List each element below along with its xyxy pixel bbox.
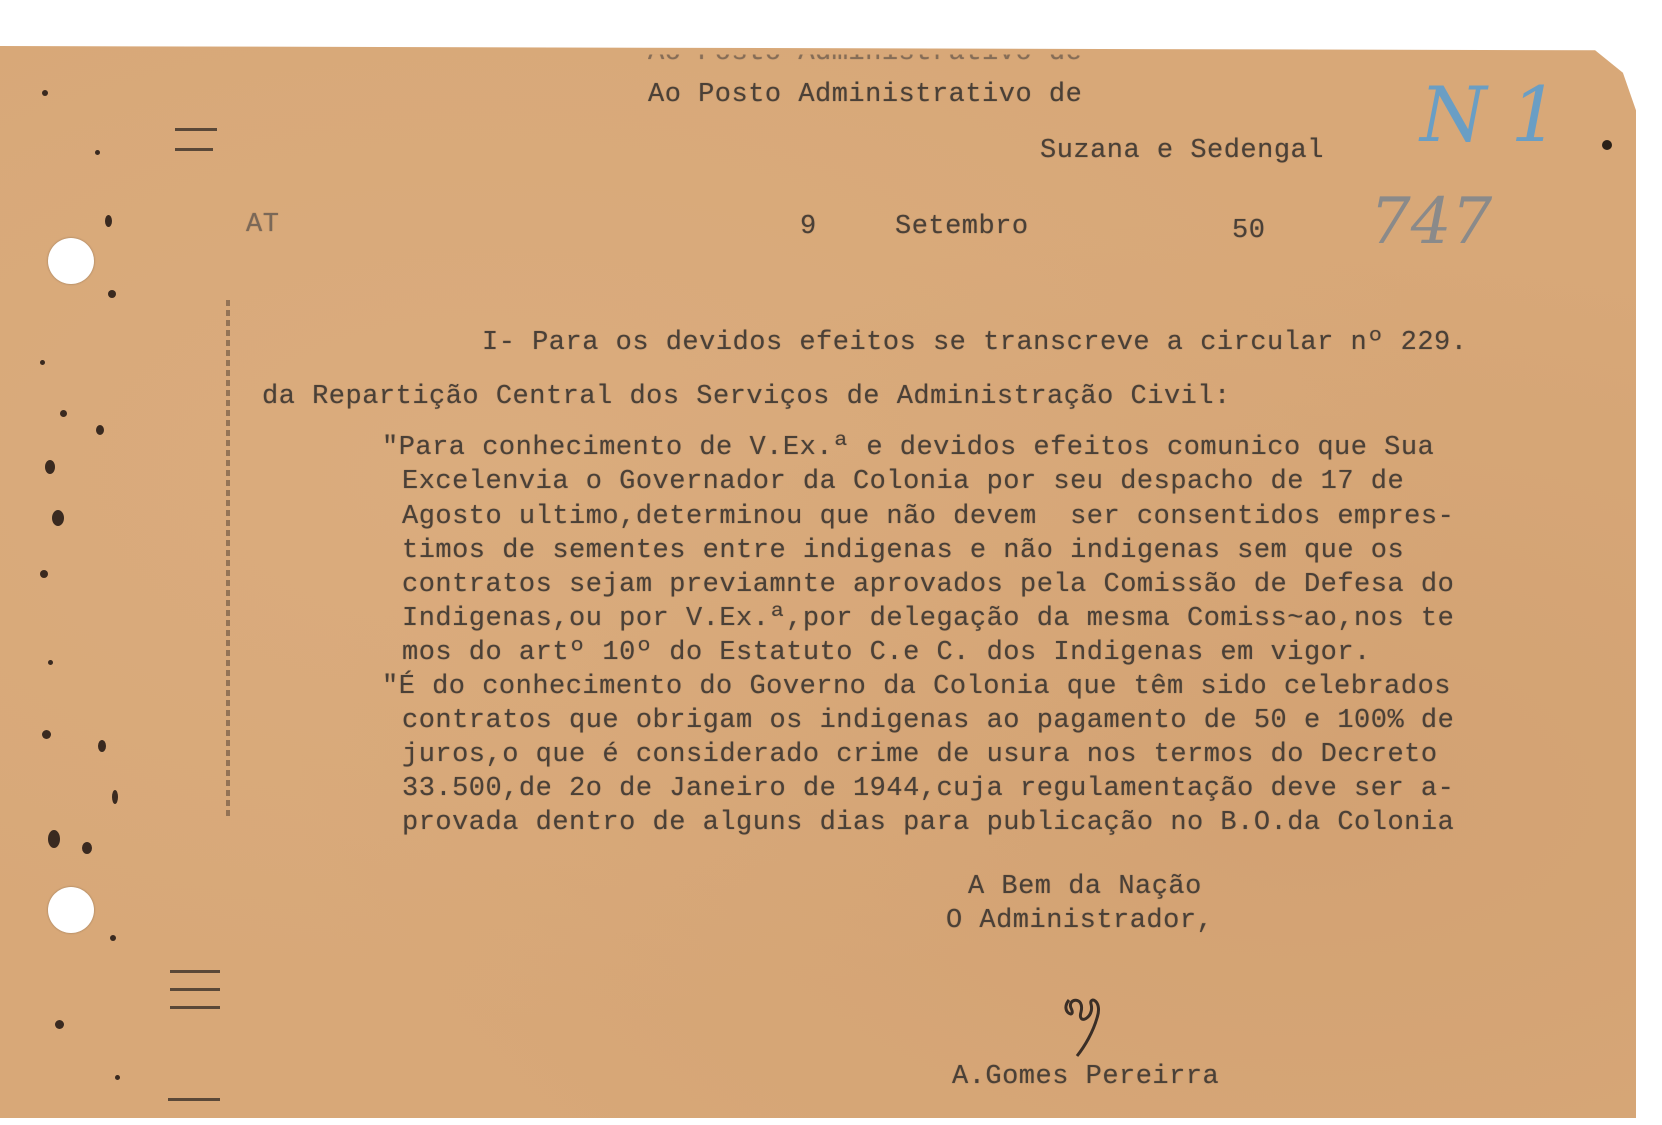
date-day: 9 <box>800 212 817 242</box>
signature-scribble <box>1055 990 1115 1060</box>
punch-hole-top <box>48 238 94 284</box>
margin-tick <box>168 1098 220 1101</box>
date-year: 50 <box>1232 216 1266 246</box>
quote-line: contratos que obrigam os indigenas ao pagamento de 50 e 100% de <box>402 706 1455 736</box>
dateline-prefix: AT <box>246 210 280 240</box>
quote-line: "Para conhecimento de V.Ex.ª e devidos efeitos comunico que Sua <box>382 433 1435 463</box>
intro-line-2: da Repartição Central dos Serviços de Administração Civil: <box>262 382 1231 412</box>
quote-line: juros,o que é considerado crime de usura nos termos do Decreto <box>402 740 1438 770</box>
margin-tick <box>170 970 220 973</box>
closing-title: O Administrador, <box>946 906 1214 936</box>
addressee-line-2: Suzana e Sedengal <box>1040 136 1324 166</box>
margin-tick <box>170 988 220 991</box>
quote-line: Indigenas,ou por V.Ex.ª,por delegação da mesma Comiss~ao,nos te <box>402 604 1455 634</box>
punch-hole-bottom <box>48 887 94 933</box>
quote-line: timos de sementes entre indigenas e não indigenas sem que os <box>402 536 1405 566</box>
date-month: Setembro <box>895 212 1029 242</box>
intro-line-1: I- Para os devidos efeitos se transcreve a circular nº 229. <box>482 328 1468 358</box>
closing-salutation: A Bem da Nação <box>968 872 1202 902</box>
margin-tick <box>175 128 217 131</box>
quote-line: mos do artº 10º do Estatuto C.e C. dos Indigenas em vigor. <box>402 638 1371 668</box>
quote-line: provada dentro de alguns dias para publicação no B.O.da Colonia <box>402 808 1455 838</box>
addressee-line-1: Ao Posto Administrativo de <box>648 80 1083 110</box>
ink-dot <box>1602 140 1612 150</box>
quote-line: 33.500,de 2o de Janeiro de 1944,cuja regulamentação deve ser a- <box>402 774 1455 804</box>
handwritten-number: 747 <box>1370 185 1493 259</box>
quote-line: Agosto ultimo,determinou que não devem ser consentidos empres- <box>402 502 1455 532</box>
signature-name: A.Gomes Pereirra <box>952 1062 1220 1092</box>
handwritten-reference: N 1 <box>1420 70 1560 159</box>
margin-tick <box>175 148 213 151</box>
quote-line: "É do conhecimento do Governo da Colonia que têm sido celebrados <box>382 672 1451 702</box>
margin-rule <box>226 300 230 820</box>
quote-line: contratos sejam previamnte aprovados pela Comissão de Defesa do <box>402 570 1455 600</box>
quote-line: Excelenvia o Governador da Colonia por seu despacho de 17 de <box>402 467 1405 497</box>
margin-tick <box>170 1006 220 1009</box>
